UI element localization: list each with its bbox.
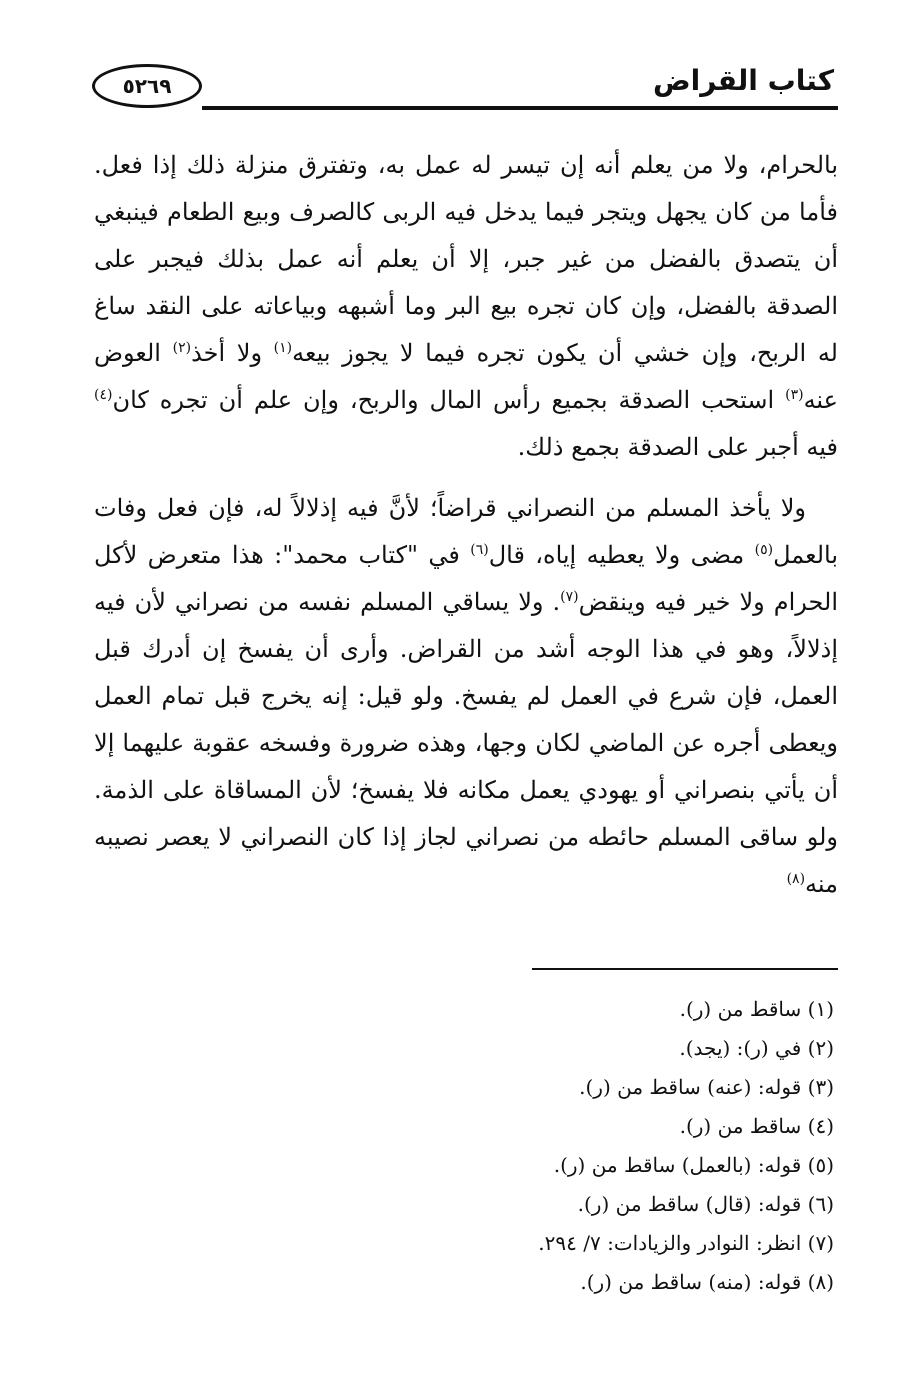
footnote-marker: (٨) — [786, 871, 806, 887]
footnote-marker: (٦) — [470, 542, 489, 558]
text-run: بالحرام، ولا من يعلم أنه إن تيسر له عمل به، وتفترق منزلة ذلك إذا فعل. فأما من كان يجهل ويتجر فيما يدخل فيه الربى كالصرف وبيع الطعام فينبغي أن يتصدق بالفضل من غير جبر، إلا أن يعلم أنه عمل بذلك فيجبر على الصدقة بالفضل، وإن كان تجره بيع البر وما أشبهه وبياعاته على النقد ساغ له الربح، وإن خشي أن يكون تجره فيما لا يجوز بيعه — [94, 151, 838, 367]
page-header — [92, 58, 838, 118]
page-number: ٥٢٦٩ — [122, 74, 172, 98]
footnote-marker: (١) — [273, 340, 293, 356]
footnote-marker: (٣) — [785, 387, 804, 403]
text-run: ولا أخذ — [191, 339, 274, 367]
paragraph-2 — [94, 485, 838, 908]
header-rule — [202, 106, 838, 110]
text-run: مضى ولا يعطيه إياه، قال — [488, 541, 755, 569]
text-run: . ولا يساقي المسلم نفسه من نصراني لأن فيه إذلالاً، وهو في هذا الوجه أشد من القراض. وأرى أن يفسخ إن أدرك قبل العمل، فإن شرع في العمل لم يفسخ. ولو قيل: إنه يخرج قبل تمام العمل ويعطى أجره عن الماضي لكان وجها، وهذه ضرورة وفسخه عقوبة عليهما إلا أن يأتي بنصراني أو يهودي يعمل مكانه فلا يفسخ؛ لأن المساقاة على الذمة. ولو ساقى المسلم حائطه من نصراني لجاز إذا كان النصراني لا يعصر نصيبه منه — [94, 588, 838, 898]
footnote: (٧) انظر: النوادر والزيادات: ٧/ ٢٩٤. — [538, 1231, 834, 1255]
footnote: (٢) في (ر): (يجد). — [679, 1036, 834, 1060]
footnote: (١) ساقط من (ر). — [679, 997, 834, 1021]
footnote: (٨) قوله: (منه) ساقط من (ر). — [580, 1270, 834, 1294]
footnote-marker: (٢) — [172, 340, 192, 356]
main-text — [94, 142, 838, 908]
page-number-oval — [92, 64, 202, 108]
footnotes — [94, 990, 838, 1302]
paragraph-1 — [94, 142, 838, 471]
footnote: (٦) قوله: (قال) ساقط من (ر). — [577, 1192, 834, 1216]
running-title: كتاب القراض — [652, 64, 834, 97]
text-run: العوض عنه — [94, 339, 838, 414]
footnote-marker: (٤) — [94, 387, 113, 403]
text-run: فيه أجبر على الصدقة بجمع ذلك. — [517, 433, 838, 461]
footnote: (٤) ساقط من (ر). — [679, 1114, 834, 1138]
footnote: (٥) قوله: (بالعمل) ساقط من (ر). — [553, 1153, 834, 1177]
text-run: استحب الصدقة بجميع رأس المال والربح، وإن علم أن تجره كان — [112, 386, 786, 414]
text-run: في "كتاب محمد": هذا متعرض لأكل الحرام ولا خير فيه وينقض — [94, 541, 838, 616]
footnote-separator — [532, 968, 838, 970]
text-run: ولا يأخذ المسلم من النصراني قراضاً؛ لأنَّ فيه إذلالاً له، فإن فعل وفات بالعمل — [94, 494, 838, 569]
footnote-marker: (٧) — [560, 589, 579, 605]
footnote-marker: (٥) — [754, 542, 774, 558]
footnote: (٣) قوله: (عنه) ساقط من (ر). — [579, 1075, 834, 1099]
